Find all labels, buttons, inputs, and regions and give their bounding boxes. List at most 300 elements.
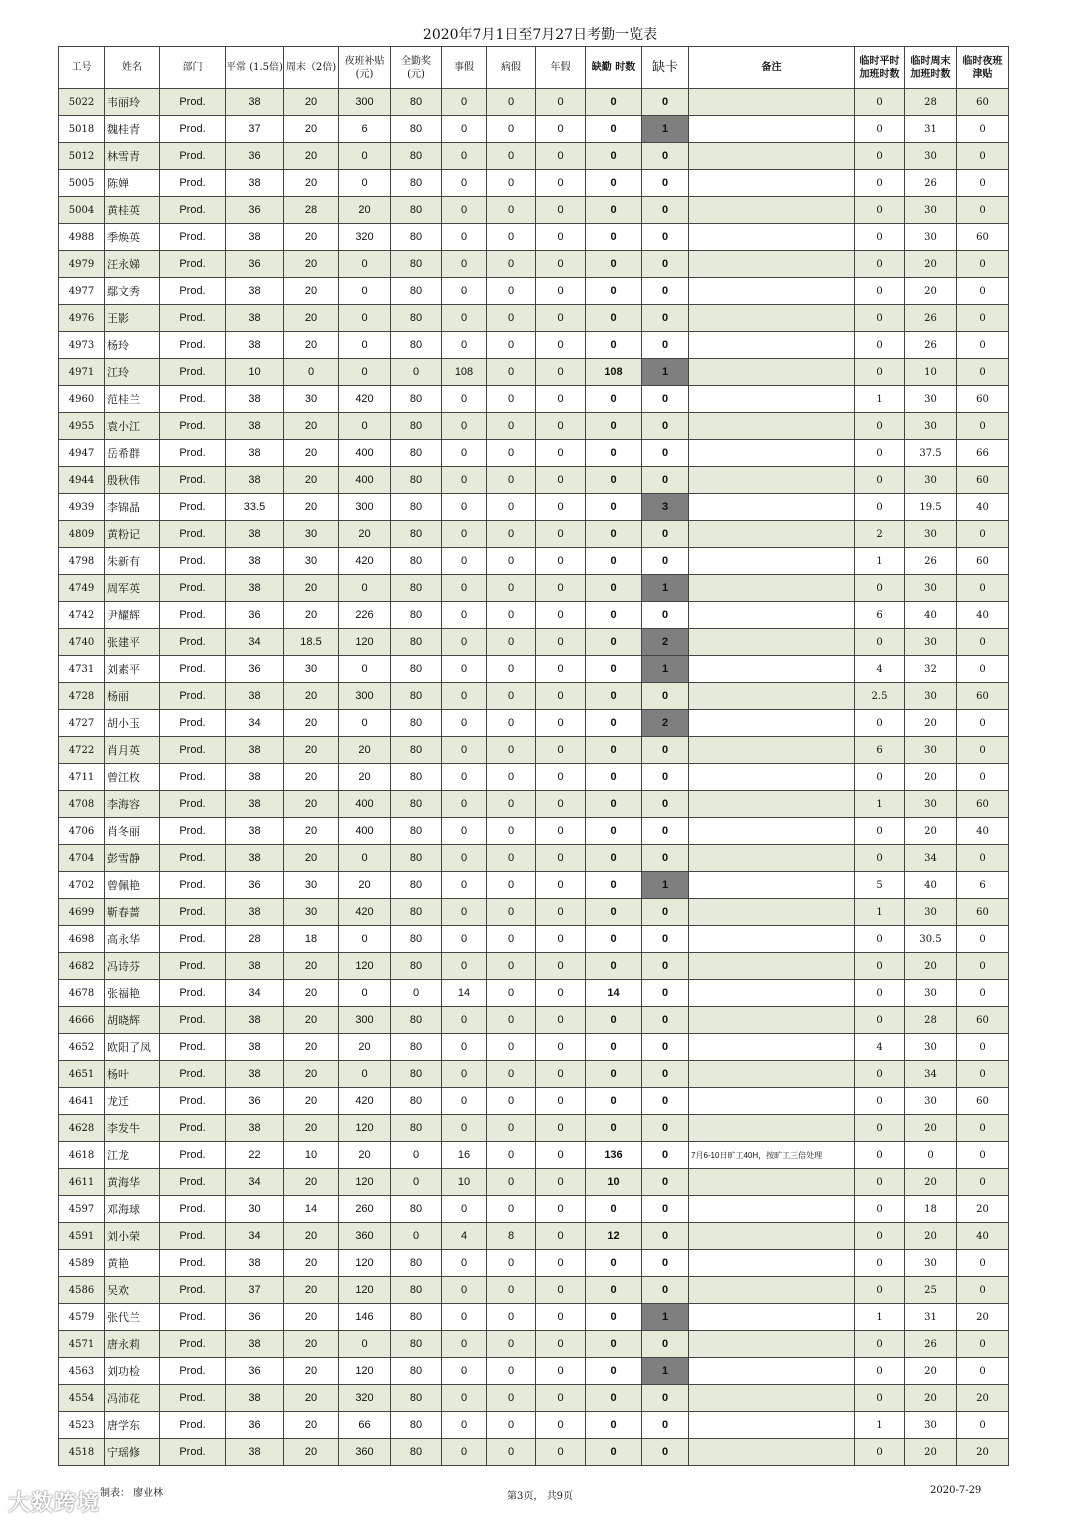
cell-remarks (689, 1412, 855, 1439)
cell-attendance-bonus: 80 (391, 1331, 442, 1358)
cell-temp-weekend-ot: 20 (905, 278, 957, 305)
cell-weekend-ot: 20 (284, 764, 339, 791)
cell-missed-punch: 0 (642, 1142, 689, 1169)
table-row (59, 440, 1009, 467)
cell-annual-leave: 0 (536, 197, 586, 224)
cell-temp-weekday-ot: 5 (855, 872, 905, 899)
cell-weekend-ot: 20 (284, 1250, 339, 1277)
cell-temp-night-allowance: 0 (957, 1142, 1009, 1169)
cell-annual-leave: 0 (536, 791, 586, 818)
cell-temp-night-allowance: 60 (957, 1088, 1009, 1115)
cell-dept: Prod. (160, 197, 226, 224)
cell-missed-punch: 0 (642, 386, 689, 413)
cell-dept: Prod. (160, 710, 226, 737)
table-row (59, 359, 1009, 386)
cell-annual-leave: 0 (536, 980, 586, 1007)
cell-night-allowance: 300 (339, 1007, 391, 1034)
cell-sick-leave: 0 (487, 737, 536, 764)
cell-annual-leave: 0 (536, 1142, 586, 1169)
cell-night-allowance: 66 (339, 1412, 391, 1439)
cell-temp-night-allowance: 60 (957, 548, 1009, 575)
cell-temp-weekend-ot: 28 (905, 1007, 957, 1034)
cell-dept: Prod. (160, 386, 226, 413)
cell-personal-leave: 0 (442, 791, 487, 818)
table-row (59, 737, 1009, 764)
table-row (59, 197, 1009, 224)
cell-temp-weekend-ot: 10 (905, 359, 957, 386)
col-header-sick-leave: 病假 (487, 47, 536, 89)
cell-dept: Prod. (160, 224, 226, 251)
cell-night-allowance: 300 (339, 494, 391, 521)
table-row (59, 1439, 1009, 1466)
cell-temp-night-allowance: 20 (957, 1304, 1009, 1331)
cell-weekend-ot: 20 (284, 1169, 339, 1196)
cell-id: 4809 (59, 521, 105, 548)
cell-absence-hours: 10 (586, 1169, 642, 1196)
cell-attendance-bonus: 80 (391, 737, 442, 764)
cell-weekend-ot: 20 (284, 413, 339, 440)
cell-weekday-ot: 28 (226, 926, 284, 953)
cell-remarks (689, 980, 855, 1007)
cell-name: 季焕英 (105, 224, 160, 251)
cell-temp-night-allowance: 60 (957, 467, 1009, 494)
cell-missed-punch: 1 (642, 116, 689, 143)
cell-annual-leave: 0 (536, 764, 586, 791)
cell-sick-leave: 0 (487, 548, 536, 575)
cell-dept: Prod. (160, 1277, 226, 1304)
col-header-temp-weekday-ot: 临时平时 加班时数 (855, 47, 905, 89)
cell-remarks (689, 1439, 855, 1466)
table-row (59, 305, 1009, 332)
cell-sick-leave: 0 (487, 305, 536, 332)
cell-dept: Prod. (160, 737, 226, 764)
cell-temp-weekday-ot: 0 (855, 1196, 905, 1223)
cell-sick-leave: 0 (487, 413, 536, 440)
cell-absence-hours: 0 (586, 1250, 642, 1277)
cell-weekday-ot: 38 (226, 575, 284, 602)
cell-temp-night-allowance: 0 (957, 656, 1009, 683)
cell-weekend-ot: 20 (284, 737, 339, 764)
cell-temp-weekend-ot: 30 (905, 467, 957, 494)
cell-annual-leave: 0 (536, 251, 586, 278)
table-row (59, 89, 1009, 116)
cell-night-allowance: 0 (339, 359, 391, 386)
cell-remarks (689, 89, 855, 116)
footer-page-number: 第3页， 共9页 (507, 1491, 573, 1502)
cell-sick-leave: 0 (487, 1142, 536, 1169)
cell-weekend-ot: 20 (284, 953, 339, 980)
cell-night-allowance: 226 (339, 602, 391, 629)
cell-weekend-ot: 20 (284, 980, 339, 1007)
cell-missed-punch: 2 (642, 710, 689, 737)
cell-night-allowance: 0 (339, 305, 391, 332)
col-header-attendance-bonus: 全勤奖 (元) (391, 47, 442, 89)
cell-name: 魏桂青 (105, 116, 160, 143)
cell-id: 4618 (59, 1142, 105, 1169)
cell-dept: Prod. (160, 899, 226, 926)
cell-dept: Prod. (160, 413, 226, 440)
cell-night-allowance: 20 (339, 872, 391, 899)
cell-weekend-ot: 20 (284, 1061, 339, 1088)
cell-remarks (689, 1061, 855, 1088)
cell-night-allowance: 0 (339, 413, 391, 440)
cell-sick-leave: 0 (487, 1439, 536, 1466)
cell-personal-leave: 0 (442, 332, 487, 359)
cell-remarks (689, 1223, 855, 1250)
cell-temp-weekend-ot: 0 (905, 1142, 957, 1169)
cell-annual-leave: 0 (536, 1169, 586, 1196)
cell-dept: Prod. (160, 143, 226, 170)
cell-temp-night-allowance: 60 (957, 899, 1009, 926)
cell-weekday-ot: 38 (226, 845, 284, 872)
cell-weekday-ot: 38 (226, 737, 284, 764)
cell-id: 4641 (59, 1088, 105, 1115)
cell-temp-weekend-ot: 28 (905, 89, 957, 116)
cell-night-allowance: 360 (339, 1439, 391, 1466)
cell-sick-leave: 0 (487, 1277, 536, 1304)
cell-name: 冯诗芬 (105, 953, 160, 980)
cell-personal-leave: 0 (442, 1088, 487, 1115)
cell-night-allowance: 0 (339, 1331, 391, 1358)
cell-personal-leave: 0 (442, 629, 487, 656)
cell-weekend-ot: 20 (284, 494, 339, 521)
cell-temp-weekend-ot: 20 (905, 953, 957, 980)
cell-temp-weekend-ot: 20 (905, 1223, 957, 1250)
cell-weekend-ot: 20 (284, 467, 339, 494)
cell-name: 冯沛花 (105, 1385, 160, 1412)
cell-personal-leave: 0 (442, 1115, 487, 1142)
cell-attendance-bonus: 80 (391, 1115, 442, 1142)
cell-dept: Prod. (160, 1439, 226, 1466)
cell-id: 4708 (59, 791, 105, 818)
cell-sick-leave: 0 (487, 1331, 536, 1358)
cell-remarks (689, 1277, 855, 1304)
cell-dept: Prod. (160, 359, 226, 386)
cell-attendance-bonus: 80 (391, 764, 442, 791)
cell-absence-hours: 0 (586, 494, 642, 521)
cell-attendance-bonus: 80 (391, 467, 442, 494)
cell-temp-weekend-ot: 31 (905, 1304, 957, 1331)
cell-remarks (689, 764, 855, 791)
cell-personal-leave: 108 (442, 359, 487, 386)
col-header-name: 姓名 (105, 47, 160, 89)
cell-dept: Prod. (160, 602, 226, 629)
cell-weekend-ot: 20 (284, 602, 339, 629)
cell-temp-night-allowance: 40 (957, 602, 1009, 629)
cell-personal-leave: 0 (442, 899, 487, 926)
cell-weekday-ot: 33.5 (226, 494, 284, 521)
cell-attendance-bonus: 80 (391, 521, 442, 548)
cell-weekday-ot: 38 (226, 899, 284, 926)
cell-absence-hours: 0 (586, 224, 642, 251)
table-row (59, 1385, 1009, 1412)
cell-id: 4722 (59, 737, 105, 764)
cell-absence-hours: 0 (586, 656, 642, 683)
cell-sick-leave: 0 (487, 1007, 536, 1034)
cell-annual-leave: 0 (536, 440, 586, 467)
cell-temp-weekday-ot: 0 (855, 170, 905, 197)
cell-temp-weekday-ot: 0 (855, 89, 905, 116)
cell-attendance-bonus: 80 (391, 1412, 442, 1439)
cell-id: 4711 (59, 764, 105, 791)
cell-temp-night-allowance: 0 (957, 845, 1009, 872)
cell-name: 陈婵 (105, 170, 160, 197)
cell-name: 邓海球 (105, 1196, 160, 1223)
cell-weekend-ot: 20 (284, 1439, 339, 1466)
cell-night-allowance: 0 (339, 1061, 391, 1088)
cell-remarks (689, 629, 855, 656)
cell-temp-weekend-ot: 30 (905, 143, 957, 170)
cell-attendance-bonus: 0 (391, 1169, 442, 1196)
col-header-temp-night-allowance: 临时夜班 津贴 (957, 47, 1009, 89)
cell-annual-leave: 0 (536, 278, 586, 305)
cell-sick-leave: 0 (487, 818, 536, 845)
cell-temp-night-allowance: 60 (957, 1007, 1009, 1034)
cell-name: 袁小江 (105, 413, 160, 440)
cell-dept: Prod. (160, 683, 226, 710)
cell-absence-hours: 0 (586, 1034, 642, 1061)
cell-dept: Prod. (160, 1250, 226, 1277)
cell-attendance-bonus: 80 (391, 845, 442, 872)
cell-temp-night-allowance: 0 (957, 413, 1009, 440)
cell-missed-punch: 0 (642, 1034, 689, 1061)
cell-name: 张福艳 (105, 980, 160, 1007)
cell-weekend-ot: 20 (284, 332, 339, 359)
table-row (59, 116, 1009, 143)
cell-dept: Prod. (160, 791, 226, 818)
cell-temp-night-allowance: 0 (957, 710, 1009, 737)
cell-temp-weekday-ot: 0 (855, 818, 905, 845)
cell-name: 岳希群 (105, 440, 160, 467)
cell-night-allowance: 120 (339, 1169, 391, 1196)
cell-absence-hours: 0 (586, 791, 642, 818)
cell-id: 4947 (59, 440, 105, 467)
cell-sick-leave: 0 (487, 602, 536, 629)
cell-name: 刘小荣 (105, 1223, 160, 1250)
cell-remarks (689, 899, 855, 926)
cell-absence-hours: 0 (586, 332, 642, 359)
cell-missed-punch: 1 (642, 1358, 689, 1385)
cell-temp-weekend-ot: 26 (905, 170, 957, 197)
cell-missed-punch: 0 (642, 251, 689, 278)
cell-id: 4571 (59, 1331, 105, 1358)
cell-absence-hours: 0 (586, 1061, 642, 1088)
col-header-remarks: 备注 (689, 47, 855, 89)
cell-absence-hours: 0 (586, 899, 642, 926)
cell-attendance-bonus: 80 (391, 818, 442, 845)
cell-remarks (689, 440, 855, 467)
cell-weekend-ot: 10 (284, 1142, 339, 1169)
col-header-id: 工号 (59, 47, 105, 89)
cell-missed-punch: 0 (642, 89, 689, 116)
cell-personal-leave: 0 (442, 440, 487, 467)
cell-absence-hours: 0 (586, 1088, 642, 1115)
cell-id: 4698 (59, 926, 105, 953)
cell-dept: Prod. (160, 494, 226, 521)
cell-weekend-ot: 20 (284, 116, 339, 143)
cell-missed-punch: 0 (642, 413, 689, 440)
cell-temp-weekday-ot: 0 (855, 764, 905, 791)
table-row (59, 143, 1009, 170)
cell-temp-weekday-ot: 0 (855, 359, 905, 386)
cell-temp-weekend-ot: 26 (905, 332, 957, 359)
cell-id: 4728 (59, 683, 105, 710)
cell-missed-punch: 1 (642, 656, 689, 683)
cell-temp-weekday-ot: 2.5 (855, 683, 905, 710)
cell-personal-leave: 0 (442, 656, 487, 683)
cell-name: 胡小玉 (105, 710, 160, 737)
cell-weekend-ot: 14 (284, 1196, 339, 1223)
cell-weekday-ot: 34 (226, 980, 284, 1007)
cell-sick-leave: 0 (487, 1034, 536, 1061)
cell-missed-punch: 0 (642, 1115, 689, 1142)
cell-temp-weekday-ot: 0 (855, 926, 905, 953)
cell-personal-leave: 0 (442, 1412, 487, 1439)
cell-weekend-ot: 20 (284, 1412, 339, 1439)
cell-name: 胡晓辉 (105, 1007, 160, 1034)
cell-name: 李海容 (105, 791, 160, 818)
attendance-table (58, 46, 1009, 1466)
cell-absence-hours: 0 (586, 1358, 642, 1385)
cell-temp-weekday-ot: 0 (855, 1115, 905, 1142)
cell-remarks: 7月6-10日旷工40H，按旷工三倍处理 (689, 1142, 855, 1169)
cell-weekend-ot: 20 (284, 818, 339, 845)
cell-personal-leave: 0 (442, 413, 487, 440)
table-row (59, 170, 1009, 197)
cell-temp-weekday-ot: 0 (855, 980, 905, 1007)
cell-temp-weekend-ot: 40 (905, 602, 957, 629)
table-row (59, 1196, 1009, 1223)
cell-id: 4699 (59, 899, 105, 926)
cell-dept: Prod. (160, 332, 226, 359)
cell-temp-weekday-ot: 0 (855, 197, 905, 224)
cell-missed-punch: 0 (642, 926, 689, 953)
cell-sick-leave: 0 (487, 656, 536, 683)
cell-name: 韦丽玲 (105, 89, 160, 116)
cell-weekday-ot: 38 (226, 521, 284, 548)
cell-missed-punch: 0 (642, 467, 689, 494)
cell-weekday-ot: 30 (226, 1196, 284, 1223)
cell-name: 李锦晶 (105, 494, 160, 521)
cell-sick-leave: 0 (487, 1061, 536, 1088)
cell-weekday-ot: 36 (226, 656, 284, 683)
cell-remarks (689, 602, 855, 629)
cell-dept: Prod. (160, 926, 226, 953)
table-row (59, 602, 1009, 629)
cell-sick-leave: 0 (487, 1088, 536, 1115)
cell-attendance-bonus: 80 (391, 1304, 442, 1331)
cell-attendance-bonus: 80 (391, 224, 442, 251)
cell-id: 4518 (59, 1439, 105, 1466)
cell-temp-weekend-ot: 31 (905, 116, 957, 143)
cell-dept: Prod. (160, 1412, 226, 1439)
cell-weekday-ot: 38 (226, 1439, 284, 1466)
cell-temp-night-allowance: 20 (957, 1439, 1009, 1466)
cell-temp-weekend-ot: 30 (905, 1412, 957, 1439)
cell-night-allowance: 0 (339, 656, 391, 683)
cell-night-allowance: 360 (339, 1223, 391, 1250)
table-row (59, 1061, 1009, 1088)
cell-annual-leave: 0 (536, 143, 586, 170)
cell-missed-punch: 0 (642, 791, 689, 818)
cell-personal-leave: 0 (442, 845, 487, 872)
cell-weekend-ot: 20 (284, 1034, 339, 1061)
cell-annual-leave: 0 (536, 1223, 586, 1250)
cell-remarks (689, 872, 855, 899)
cell-temp-weekend-ot: 30 (905, 683, 957, 710)
cell-name: 范桂兰 (105, 386, 160, 413)
cell-name: 宁瑶修 (105, 1439, 160, 1466)
cell-weekend-ot: 20 (284, 305, 339, 332)
table-row (59, 872, 1009, 899)
cell-id: 4628 (59, 1115, 105, 1142)
cell-name: 杨玲 (105, 332, 160, 359)
cell-id: 4554 (59, 1385, 105, 1412)
cell-temp-weekday-ot: 6 (855, 602, 905, 629)
cell-weekend-ot: 20 (284, 1358, 339, 1385)
cell-absence-hours: 0 (586, 737, 642, 764)
cell-temp-weekend-ot: 20 (905, 251, 957, 278)
cell-weekend-ot: 30 (284, 548, 339, 575)
cell-missed-punch: 0 (642, 1250, 689, 1277)
cell-personal-leave: 0 (442, 89, 487, 116)
cell-weekday-ot: 34 (226, 629, 284, 656)
cell-personal-leave: 0 (442, 764, 487, 791)
cell-annual-leave: 0 (536, 737, 586, 764)
cell-night-allowance: 6 (339, 116, 391, 143)
cell-temp-night-allowance: 0 (957, 575, 1009, 602)
cell-dept: Prod. (160, 548, 226, 575)
cell-name: 张建平 (105, 629, 160, 656)
cell-absence-hours: 0 (586, 1412, 642, 1439)
cell-attendance-bonus: 80 (391, 1250, 442, 1277)
cell-name: 肖月英 (105, 737, 160, 764)
cell-id: 5004 (59, 197, 105, 224)
cell-attendance-bonus: 80 (391, 1439, 442, 1466)
cell-temp-weekend-ot: 30 (905, 224, 957, 251)
cell-attendance-bonus: 80 (391, 1034, 442, 1061)
cell-absence-hours: 0 (586, 116, 642, 143)
cell-name: 鄢文秀 (105, 278, 160, 305)
cell-temp-weekday-ot: 0 (855, 494, 905, 521)
cell-remarks (689, 683, 855, 710)
cell-id: 5022 (59, 89, 105, 116)
cell-name: 唐永莉 (105, 1331, 160, 1358)
cell-weekend-ot: 0 (284, 359, 339, 386)
cell-night-allowance: 120 (339, 1250, 391, 1277)
cell-dept: Prod. (160, 305, 226, 332)
cell-temp-night-allowance: 0 (957, 521, 1009, 548)
cell-sick-leave: 0 (487, 494, 536, 521)
cell-weekday-ot: 38 (226, 332, 284, 359)
cell-weekday-ot: 38 (226, 683, 284, 710)
table-row (59, 1331, 1009, 1358)
cell-temp-weekend-ot: 30 (905, 899, 957, 926)
cell-night-allowance: 0 (339, 575, 391, 602)
table-row (59, 764, 1009, 791)
cell-weekend-ot: 20 (284, 710, 339, 737)
cell-temp-night-allowance: 20 (957, 1385, 1009, 1412)
cell-dept: Prod. (160, 1088, 226, 1115)
cell-night-allowance: 0 (339, 332, 391, 359)
table-row (59, 710, 1009, 737)
cell-id: 4589 (59, 1250, 105, 1277)
cell-sick-leave: 0 (487, 1115, 536, 1142)
cell-weekday-ot: 34 (226, 1223, 284, 1250)
cell-attendance-bonus: 0 (391, 1223, 442, 1250)
cell-name: 李发牛 (105, 1115, 160, 1142)
cell-weekday-ot: 38 (226, 467, 284, 494)
